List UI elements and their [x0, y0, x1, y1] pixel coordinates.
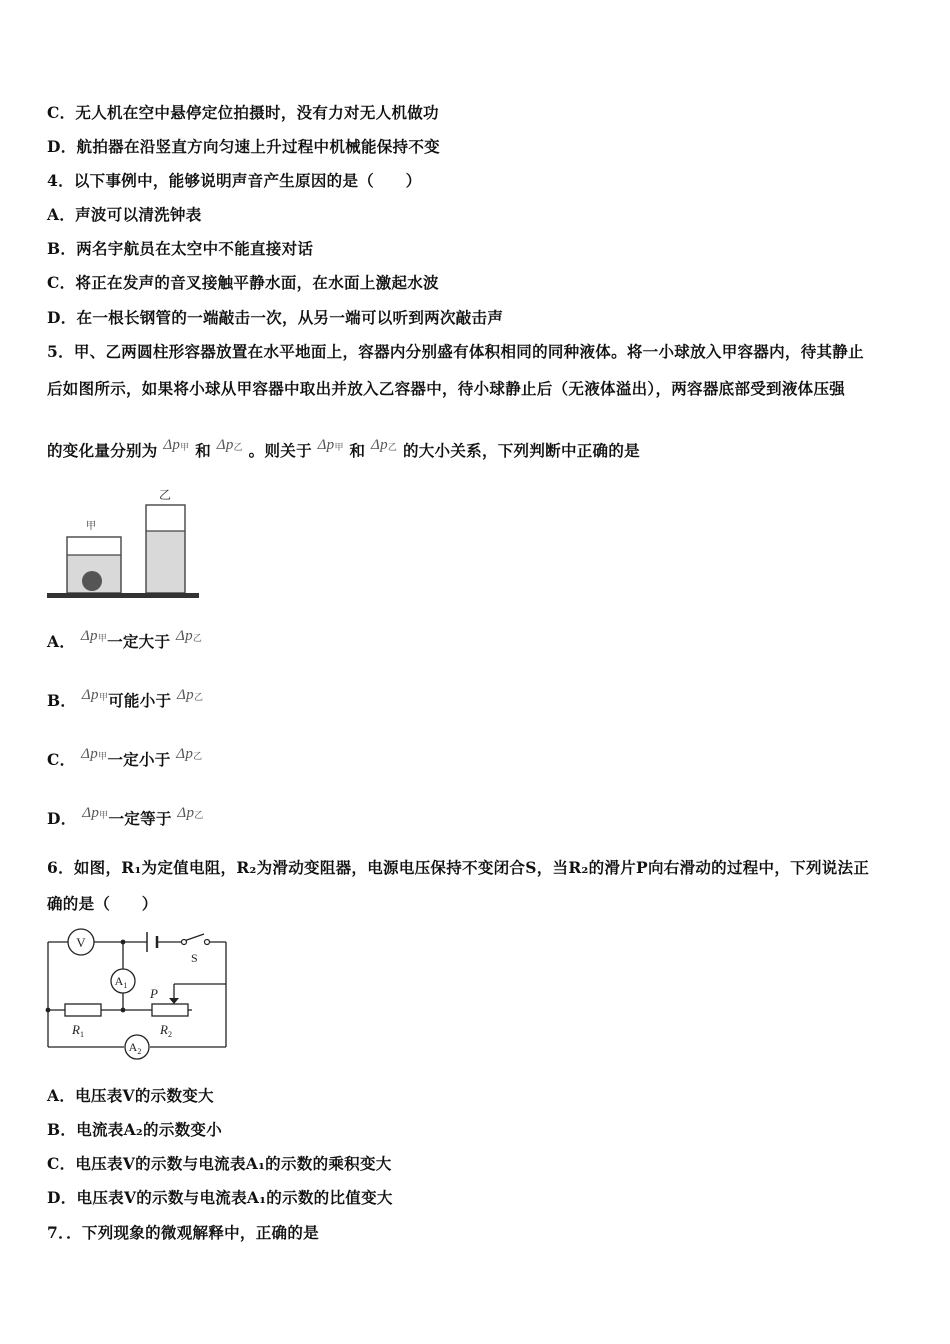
- delta-p-yi-symbol: $\Delta p_乙$: [177, 805, 204, 821]
- q5-and-1: 和: [195, 441, 212, 460]
- ball: [82, 571, 102, 591]
- container-yi-label: 乙: [159, 488, 172, 502]
- resistor-r1-label: $R_1$: [72, 1022, 84, 1039]
- q5-stem-line2: 后如图所示，如果将小球从甲容器中取出并放入乙容器中，待小球静止后（无液体溢出），两容器底部受到液体压强: [47, 379, 846, 398]
- voltmeter-label: V: [76, 935, 86, 950]
- container-yi-liquid: [146, 531, 185, 593]
- q5-stem-part-b: 。则关于: [248, 441, 312, 460]
- q5-option-c: C． $\Delta p_甲$一定小于 $\Delta p_乙$: [47, 746, 203, 769]
- switch-contact: [182, 940, 187, 945]
- q6-option-c: C．电压表V的示数与电流表A₁的示数的乘积变大: [47, 1154, 392, 1173]
- junction-dot: [121, 1008, 126, 1013]
- q5-stem-part-a: 的变化量分别为: [47, 441, 158, 460]
- ammeter-a2-label: $A_2$: [128, 1040, 142, 1056]
- delta-p-yi-symbol: $\Delta p_乙$: [216, 437, 243, 453]
- q5-and-2: 和: [349, 441, 366, 460]
- delta-p-jia-symbol: $\Delta p_甲$: [80, 628, 108, 644]
- q6-stem-line2: 确的是（ ）: [47, 894, 158, 913]
- q4-option-b: B．两名宇航员在太空中不能直接对话: [47, 239, 314, 258]
- q5-stem-line1: 5．甲、乙两圆柱形容器放置在水平地面上，容器内分别盛有体积相同的同种液体。将一小球放入甲容器内，待其静止: [47, 342, 864, 361]
- delta-p-yi-symbol: $\Delta p_乙$: [176, 746, 203, 762]
- q4-stem: 4．以下事例中，能够说明声音产生原因的是（ ）: [47, 171, 422, 190]
- delta-p-jia-symbol: $\Delta p_甲$: [81, 687, 109, 703]
- switch-label: S: [191, 951, 198, 965]
- q5-stem-line3: [47, 437, 640, 461]
- q5-option-b: B． $\Delta p_甲$可能小于 $\Delta p_乙$: [47, 687, 204, 710]
- slider-arrow: [169, 998, 179, 1004]
- delta-p-jia-symbol: $\Delta p_甲$: [163, 437, 190, 453]
- q4-option-c: C．将正在发声的音叉接触平静水面，在水面上激起水波: [47, 273, 439, 292]
- q3-option-d: D．航拍器在沿竖直方向匀速上升过程中机械能保持不变: [47, 137, 440, 156]
- q6-option-b: B．电流表A₂的示数变小: [47, 1120, 223, 1139]
- q5-option-a: A． $\Delta p_甲$一定大于 $\Delta p_乙$: [47, 628, 203, 651]
- ammeter-a1-label: $A_1$: [114, 974, 128, 990]
- q4-option-d: D．在一根长钢管的一端敲击一次，从另一端可以听到两次敲击声: [47, 308, 504, 327]
- q5-option-d: D． $\Delta p_甲$一定等于 $\Delta p_乙$: [47, 805, 204, 828]
- junction-dot: [46, 1008, 51, 1013]
- resistor-r2: [152, 1004, 188, 1016]
- delta-p-yi-symbol: $\Delta p_乙$: [177, 687, 204, 703]
- q7-stem: 7．．下列现象的微观解释中，正确的是: [47, 1223, 319, 1242]
- slider-label: P: [150, 986, 158, 1001]
- delta-p-jia-symbol: $\Delta p_甲$: [82, 805, 109, 821]
- resistor-r1: [65, 1004, 101, 1016]
- ground: [47, 593, 199, 598]
- q4-option-a: A．声波可以清洗钟表: [47, 205, 202, 224]
- junction-dot: [121, 940, 126, 945]
- q6-option-a: A．电压表V的示数变大: [47, 1086, 214, 1105]
- q3-option-c: C．无人机在空中悬停定位拍摄时，没有力对无人机做功: [47, 103, 439, 122]
- q6-circuit-diagram: [44, 926, 240, 1068]
- delta-p-jia-symbol: $\Delta p_甲$: [317, 437, 344, 453]
- switch-contact: [205, 940, 210, 945]
- q6-stem-line1: 6．如图，R₁为定值电阻，R₂为滑动变阻器，电源电压保持不变闭合S，当R₂的滑片P向右滑动的过程中，下列说法正: [47, 858, 870, 877]
- q5-container-figure: [44, 482, 204, 604]
- container-jia-label: 甲: [86, 521, 96, 532]
- q6-option-d: D．电压表V的示数与电流表A₁的示数的比值变大: [47, 1188, 393, 1207]
- q5-stem-part-c: 的大小关系，下列判断中正确的是: [402, 441, 640, 460]
- delta-p-yi-symbol: $\Delta p_乙$: [371, 437, 398, 453]
- delta-p-yi-symbol: $\Delta p_乙$: [175, 628, 203, 644]
- delta-p-jia-symbol: $\Delta p_甲$: [81, 746, 108, 762]
- resistor-r2-label: $R_2$: [160, 1022, 172, 1039]
